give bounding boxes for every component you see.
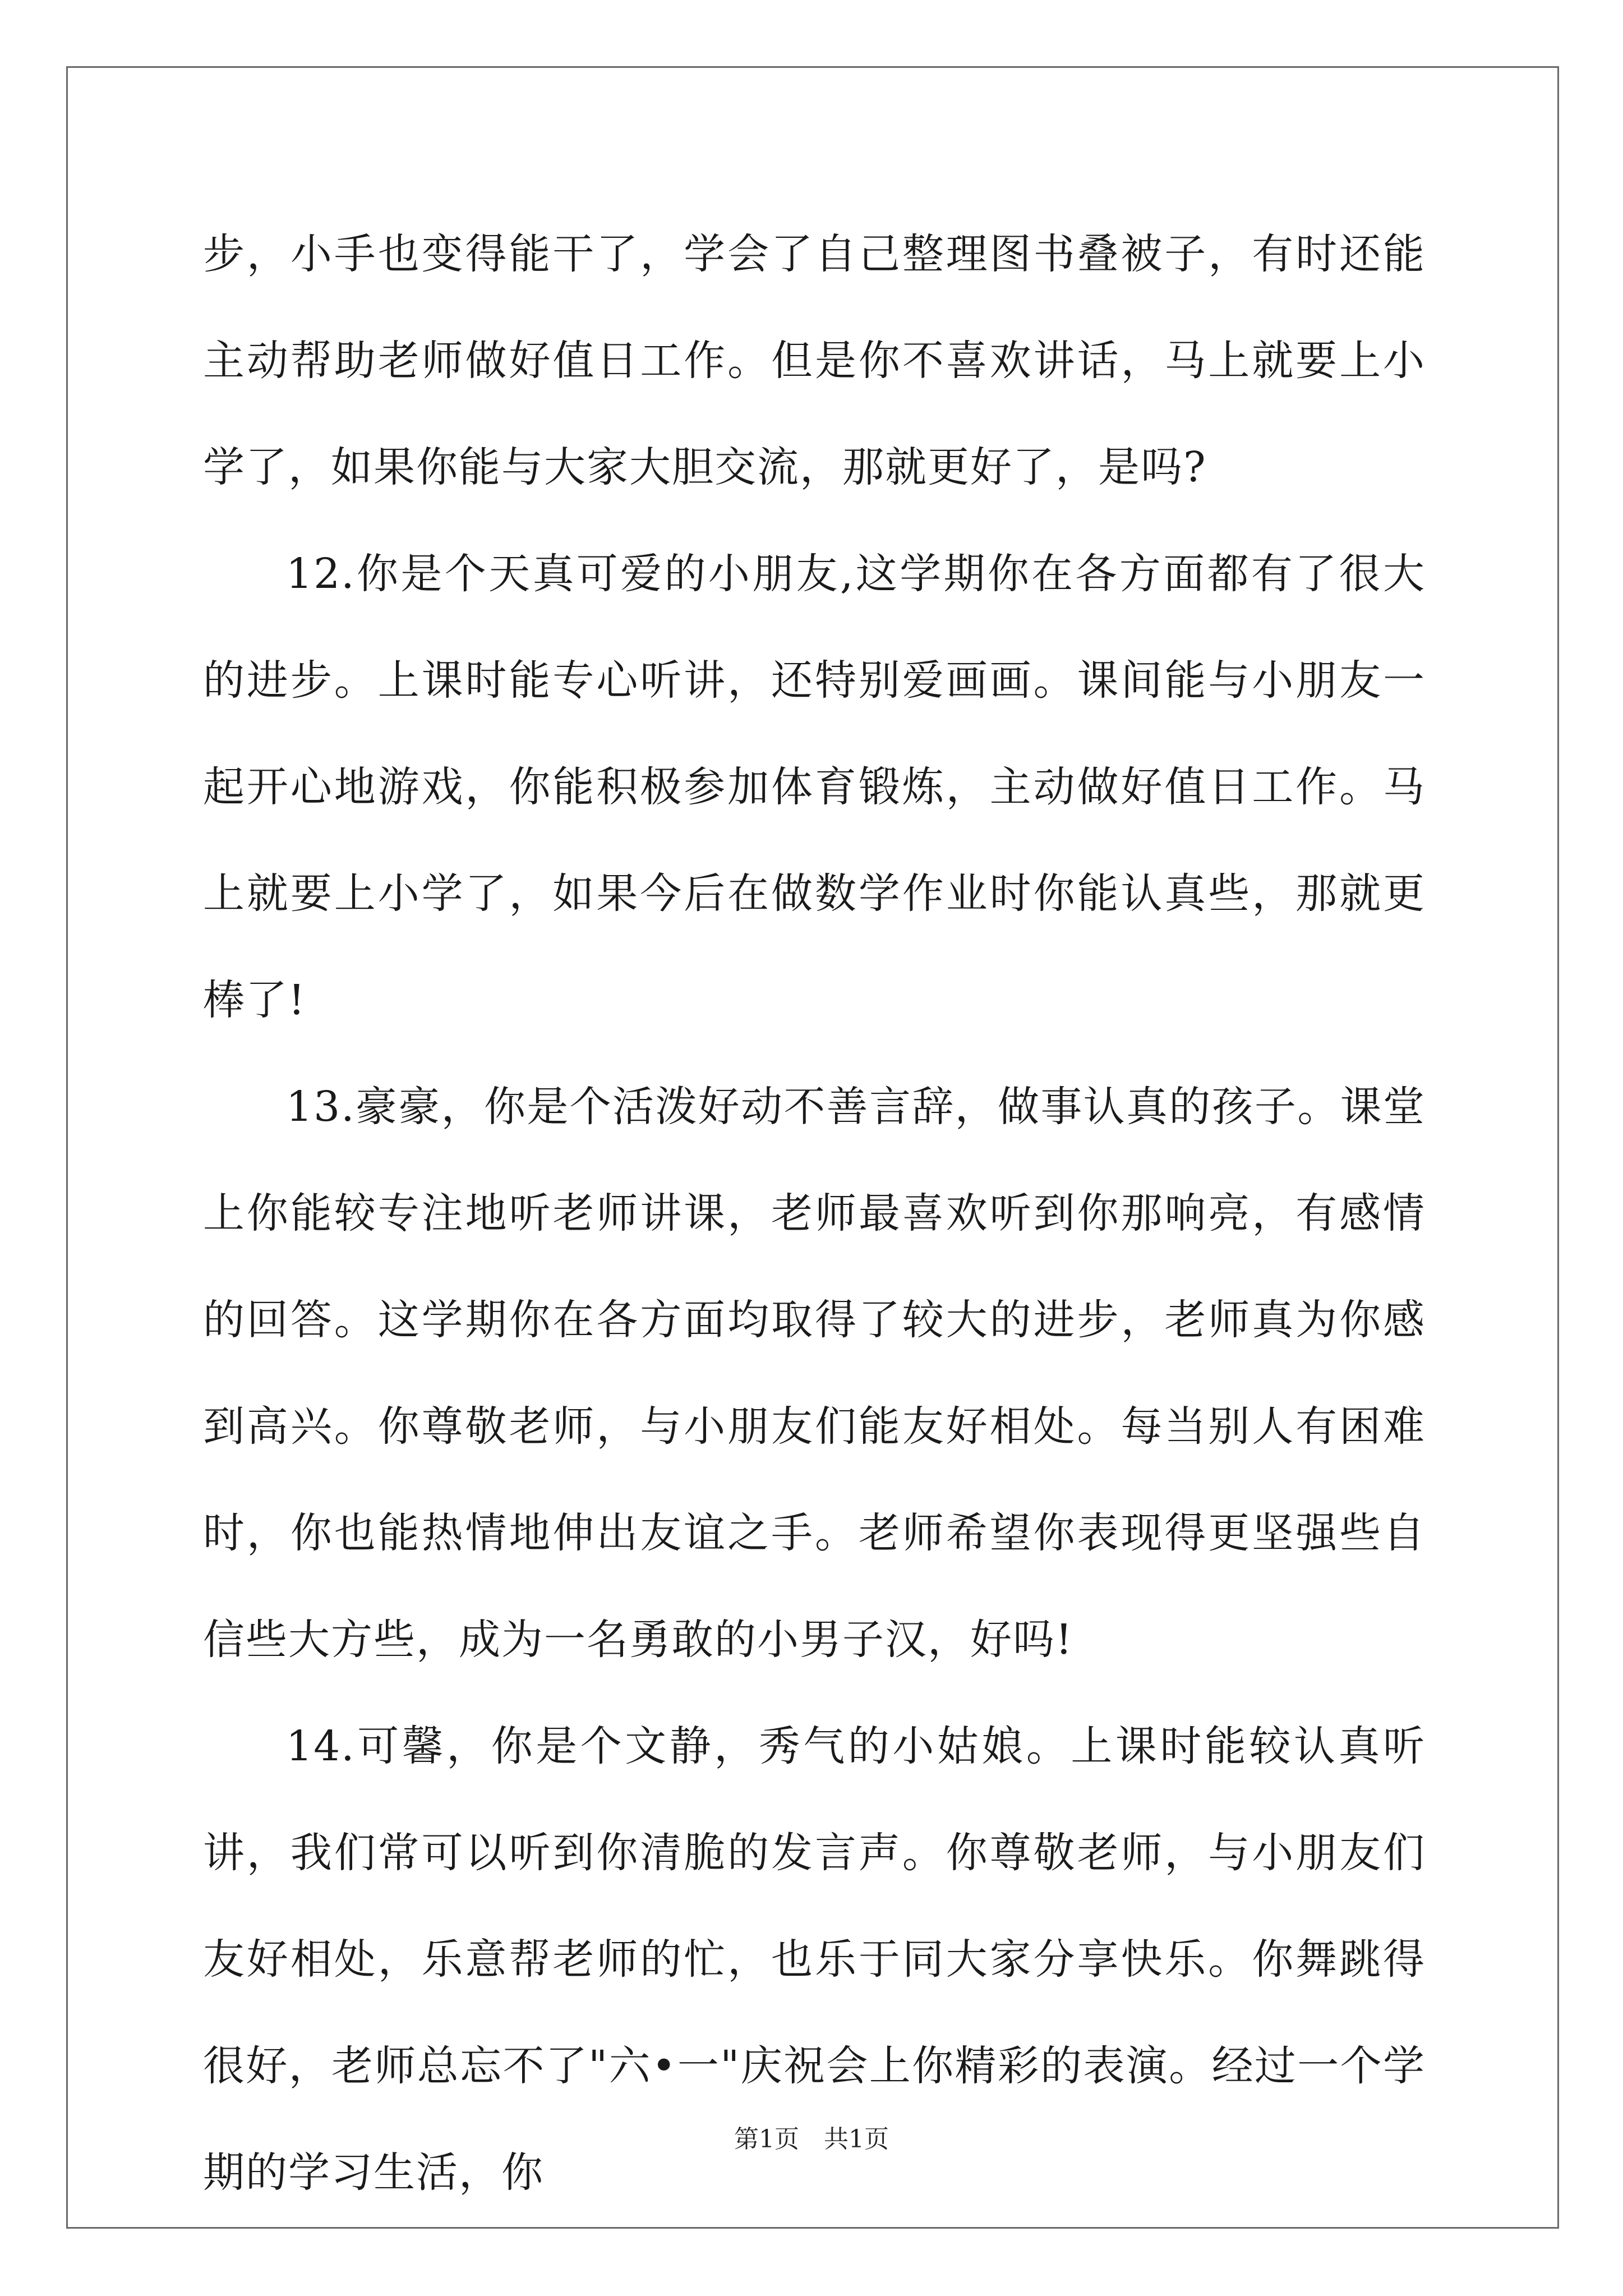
document-body [203, 201, 1426, 2226]
page-footer: 第1页 共1页 [734, 2125, 889, 2154]
paragraph-item-14: 14.可馨，你是个文静，秀气的小姑娘。上课时能较认真听讲，我们常可以听到你清脆的发言声。你尊敬老师，与小朋友们友好相处，乐意帮老师的忙，也乐于同大家分享快乐。你舞跳得很好，老师总忘不了"六•一"庆祝会上你精彩的表演。经过一个学期的学习生活，你 [203, 1722, 1426, 2197]
paragraph-item-13: 13.豪豪，你是个活泼好动不善言辞，做事认真的孩子。课堂上你能较专注地听老师讲课，老师最喜欢听到你那响亮，有感情的回答。这学期你在各方面均取得了较大的进步，老师真为你感到高兴。你尊敬老师，与小朋友们能友好相处。每当别人有困难时，你也能热情地伸出友谊之手。老师希望你表现得更坚强些自信些大方些，成为一名勇敢的小男子汉，好吗! [203, 1083, 1426, 1664]
paragraph-continuation: 步，小手也变得能干了，学会了自己整理图书叠被子，有时还能主动帮助老师做好值日工作。但是你不喜欢讲话，马上就要上小学了，如果你能与大家大胆交流，那就更好了，是吗? [203, 230, 1426, 491]
paragraph-item-12: 12.你是个天真可爱的小朋友,这学期你在各方面都有了很大的进步。上课时能专心听讲，还特别爱画画。课间能与小朋友一起开心地游戏，你能积极参加体育锻炼，主动做好值日工作。马上就要上小学了，如果今后在做数学作业时你能认真些，那就更棒了! [203, 550, 1426, 1024]
